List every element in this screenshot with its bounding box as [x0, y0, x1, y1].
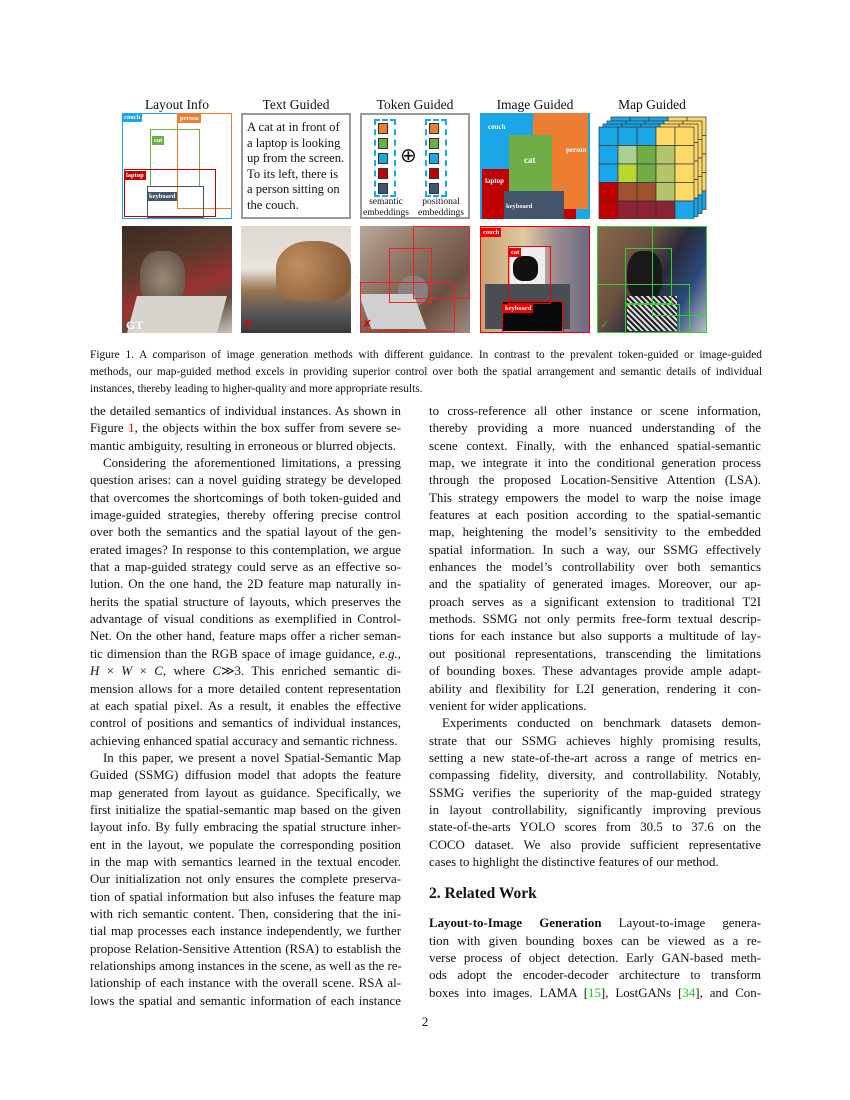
feature-map-cell: [618, 164, 637, 183]
text-line: In this paper, we present a novel Spatial-Semantic Map: [103, 750, 401, 765]
text-line: tions for each instance but also supports a multitude of lay-: [429, 629, 761, 644]
text-span: , where: [162, 664, 213, 679]
embedding-token: [429, 168, 439, 179]
prompt-line: a laptop is looking: [247, 135, 341, 150]
feature-map-cell: [656, 127, 675, 146]
text-line: image-guided strategies, thereby offering precise control: [90, 508, 401, 523]
feature-map-cell: [618, 127, 637, 146]
embedding-token: [378, 153, 388, 164]
cat-region-label: cat: [524, 155, 536, 165]
caption-line: instances, thereby leading to higher-quality and more appropriate results.: [90, 383, 423, 395]
text-span: C: [212, 664, 221, 679]
citation-link[interactable]: 34: [682, 985, 696, 1000]
text-line: in the map with semantics learned in the textual encoder.: [90, 854, 401, 869]
text-line: of bounding boxes. These advantages provide ample adapt-: [429, 664, 761, 679]
feature-map-cell: [675, 146, 694, 165]
panel-title-map: Map Guided: [618, 97, 686, 112]
feature-map-cell: [599, 183, 618, 202]
feature-map-cell: [618, 146, 637, 165]
text-line: map, we integrate it into the conditional generation process: [429, 456, 761, 471]
text-line: tion with given bounding boxes can be viewed as a re-: [429, 933, 761, 948]
text-line: [90, 646, 401, 663]
keyboard-label: keyboard: [149, 193, 176, 200]
feature-map-cell: [675, 127, 694, 146]
photo-token-guided: [360, 226, 470, 333]
text-line: methods. SSMG not only permits free-form textual descrip-: [429, 612, 761, 627]
embedding-token: [378, 138, 388, 149]
feature-map-cell: [675, 164, 694, 183]
feature-map-cell: [675, 183, 694, 202]
panel-title-token: Token Guided: [376, 97, 454, 112]
text-line: [429, 985, 761, 1002]
page-number: 2: [421, 1014, 429, 1029]
text-line: control of positions and semantics of individual instances,: [90, 716, 401, 731]
semantic-embeddings-label: semantic embeddings: [363, 197, 409, 218]
feature-map-cell: [637, 164, 656, 183]
text-line: with rich semantic content. Then, considering that the ini-: [90, 906, 401, 921]
keyboard-region-label: keyboard: [506, 203, 533, 210]
feature-map-cell: [656, 146, 675, 165]
text-line: achieving enhanced spatial accuracy and semantic richness.: [90, 733, 398, 748]
text-line: setting a new state-of-the-art across a range of metrics en-: [429, 750, 761, 765]
feature-map-cell: [599, 164, 618, 183]
feature-map-cell: [599, 146, 618, 165]
fail-mark-icon: ✘: [244, 319, 253, 330]
prompt-line: To its left, there is: [247, 166, 339, 181]
text-line: Guided (SSMG) diffusion model that adopts the feature: [90, 768, 401, 783]
right-column: [429, 403, 761, 1002]
map-guided-panel: [597, 113, 707, 219]
plus-circle-icon: ⊕: [400, 145, 417, 167]
text-span: H: [90, 664, 100, 679]
text-line: at each spatial pixel. As a result, it enables the effective: [90, 698, 401, 713]
text-line: scene context. Finally, with the enhanced spatial-semantic: [429, 438, 761, 453]
text-span: ], and Con-: [695, 985, 761, 1000]
text-span: ,: [397, 646, 401, 661]
citation-link[interactable]: 1: [128, 421, 135, 436]
embedding-token: [429, 183, 439, 194]
text-line: lows the spatial and semantic information of each instance: [90, 993, 401, 1008]
text-line: spatial information. In such a way, our SSMG effectively: [429, 542, 761, 557]
text-line: compassing fidelity, diversity, and controllability. Notably,: [429, 768, 761, 783]
text-line: ods adopt the encoder-decoder architecture to transform: [429, 968, 761, 983]
text-line: Our initialization not only ensures the complete preserva-: [90, 872, 401, 887]
text-span: Figure: [90, 421, 129, 436]
text-line: lution. On the one hand, the 2D feature map naturally in-: [90, 577, 401, 592]
text-line: COCO dataset. We also provide sufficient representative: [429, 837, 761, 852]
cat-box-label: cat: [511, 249, 520, 256]
cat-label: cat: [154, 137, 163, 144]
text-line: ability and flexibility for L2I generation, rendering it con-: [429, 681, 761, 696]
text-line: that a map-guided strategy could serve as an effective so-: [90, 560, 401, 575]
embedding-token: [378, 123, 388, 134]
person-region-label: person: [566, 146, 587, 154]
text-line: through the proposed Location-Sensitive Attention (LSA).: [429, 473, 761, 488]
text-line: verse process of object detection. Early GAN-based meth-: [429, 950, 761, 965]
feature-map-cell: [656, 164, 675, 183]
positional-embeddings-label: positional embeddings: [418, 197, 464, 218]
text-span: Layout-to-image genera-: [601, 916, 761, 931]
photo-ground-truth: [122, 226, 232, 333]
text-line: herits the spatial structure of layouts, which preserves the: [90, 594, 401, 609]
text-line: layout info. By fully embracing the spatial structure inher-: [90, 820, 401, 835]
left-column: [90, 403, 401, 1010]
text-span: e.g.: [379, 646, 398, 661]
laptop-region-label: laptop: [485, 177, 505, 185]
text-line: cases to highlight the distinctive features of our method.: [429, 854, 719, 869]
text-span: ×: [99, 664, 122, 679]
text-line: map, heightening the model’s sensitivity to the embedded: [429, 525, 761, 540]
text-line: and the spatiality of generated images. Moreover, our ap-: [429, 577, 761, 592]
text-line: to cross-reference all other instance or scene information,: [429, 404, 761, 418]
text-line: mantic ambiguity, resulting in erroneous or blurred objects.: [90, 438, 396, 453]
text-line: out positional representations, transcending the limitations: [429, 646, 761, 661]
text-span: W: [121, 664, 133, 679]
fail-mark-icon: ✘: [363, 319, 372, 330]
text-line: relationships among instances in the scene, as well as the re-: [90, 959, 402, 973]
text-line: question arises: can a novel guiding strategy be developed: [90, 473, 401, 488]
figure-caption: [90, 347, 762, 398]
text-line: first initialize the spatial-semantic map based on the given: [90, 802, 401, 817]
text-line: proach serves as a significant extension to traditional T2I: [429, 594, 761, 609]
text-line: [90, 663, 401, 680]
text-line: Experiments conducted on benchmark datasets demon-: [442, 716, 761, 731]
image-guided-panel: [480, 113, 590, 219]
couch-label: couch: [124, 114, 141, 121]
panel-title-layout: Layout Info: [144, 97, 210, 112]
section-heading: 2. Related Work: [429, 885, 537, 903]
embedding-token: [429, 123, 439, 134]
prompt-line: A cat at in front of: [247, 120, 340, 134]
embedding-token: [429, 138, 439, 149]
text-span: ≫3. This enriched semantic di-: [221, 664, 401, 679]
person-label: person: [180, 115, 199, 122]
embedding-token: [378, 168, 388, 179]
panel-title-image: Image Guided: [496, 97, 574, 112]
text-span: C: [154, 664, 163, 679]
text-line: tion of spatial information but also infuses the feature map: [90, 889, 401, 904]
feature-map-cell: [637, 146, 656, 165]
text-line: features at each position according to the spatial-semantic: [429, 508, 761, 523]
text-line: lationship of each instance with the overall scene. RSA al-: [90, 976, 401, 991]
caption-line: methods, our map-guided method excels in providing superior control over both the spatial arrangement and semantic details of individual: [90, 366, 762, 378]
feature-map-cell: [656, 201, 675, 219]
text-line: ent in the layout, we populate the corresponding position: [90, 837, 401, 852]
photo-text-guided: [241, 226, 351, 333]
text-line: This strategy empowers the model to warp the noise image: [429, 490, 761, 505]
keyboard-box: [147, 186, 204, 218]
text-line: propose Relation-Sensitive Attention (RSA) to establish the: [90, 941, 401, 956]
text-span: boxes into images. LAMA [: [429, 985, 589, 1000]
citation-link[interactable]: 15: [588, 985, 601, 1000]
feature-map-cell: [599, 127, 618, 146]
keyboard-box-label: keyboard: [505, 305, 532, 312]
text-line: [90, 420, 401, 437]
text-line: venient for wider applications.: [429, 698, 587, 713]
text-line: that overcomes the shortcomings of both token-guided and: [90, 490, 401, 505]
text-line: erated images? In response to this contemplation, we argue: [90, 542, 401, 557]
text-line: Considering the aforementioned limitations, a pressing: [103, 456, 401, 471]
feature-map-cell: [656, 183, 675, 202]
feature-map-cell: [637, 127, 656, 146]
prompt-line: the couch.: [247, 197, 299, 212]
check-mark-icon: ✓: [600, 319, 610, 331]
text-span: tic dimension than the RGB space of image guidance,: [90, 646, 380, 661]
text-line: Net. On the other hand, feature maps offer a richer seman-: [90, 629, 401, 644]
text-line: the detailed semantics of individual instances. As shown in: [90, 404, 401, 418]
text-line: strate that our SSMG achieves highly promising results,: [429, 733, 761, 748]
caption-line: Figure 1. A comparison of image generation methods with different guidance. In contrast to the prevalent token-guided or image-guided: [90, 349, 762, 361]
feature-map-cell: [618, 201, 637, 219]
layout-info-panel: [122, 113, 232, 219]
text-guided-panel: [241, 113, 351, 219]
panel-title-text: Text Guided: [262, 97, 330, 112]
couch-box-label: couch: [483, 229, 500, 236]
text-line: [429, 915, 761, 932]
text-line: advantage of visual conditions as exemplified in Control-: [90, 612, 401, 627]
text-line: tial map processes each instance independently, we further: [90, 924, 401, 939]
text-span: Layout-to-Image Generation: [429, 916, 602, 931]
text-line: mension allows for a more detailed content representation: [90, 681, 401, 696]
couch-region-label: couch: [488, 123, 506, 131]
photo-image-guided: [480, 226, 590, 333]
text-line: thereby providing a more nuanced understanding of the: [429, 421, 761, 436]
text-line: enhances the model’s controllability over both semantics: [429, 560, 761, 575]
text-span: , the objects within the box suffer from severe se-: [134, 421, 401, 436]
prompt-line: a person sitting on: [247, 182, 340, 197]
text-line: map generated from layout as guidance. Specifically, we: [90, 785, 401, 800]
text-span: ], LostGANs [: [600, 985, 683, 1000]
prompt-line: up from the screen.: [247, 151, 345, 166]
text-line: in layout controllability, significantly improving previous: [429, 802, 761, 817]
feature-map-cell: [637, 201, 656, 219]
feature-map-cell: [675, 201, 694, 219]
embedding-token: [378, 183, 388, 194]
feature-map-cell: [618, 183, 637, 202]
text-line: SSMG verifies the superiority of the map-guided strategy: [429, 785, 761, 800]
text-line: over both the semantics and the spatial layout of the gen-: [90, 525, 401, 540]
gt-label: GT: [126, 318, 144, 332]
laptop-label: laptop: [126, 172, 144, 179]
embedding-token: [429, 153, 439, 164]
photo-map-guided: [597, 226, 707, 333]
text-span: ×: [132, 664, 155, 679]
feature-map-cell: [599, 201, 618, 219]
text-line: state-of-the-arts YOLO scores from 30.5 to 37.6 on the: [429, 820, 761, 835]
feature-map-cell: [637, 183, 656, 202]
token-guided-panel: [360, 113, 470, 219]
